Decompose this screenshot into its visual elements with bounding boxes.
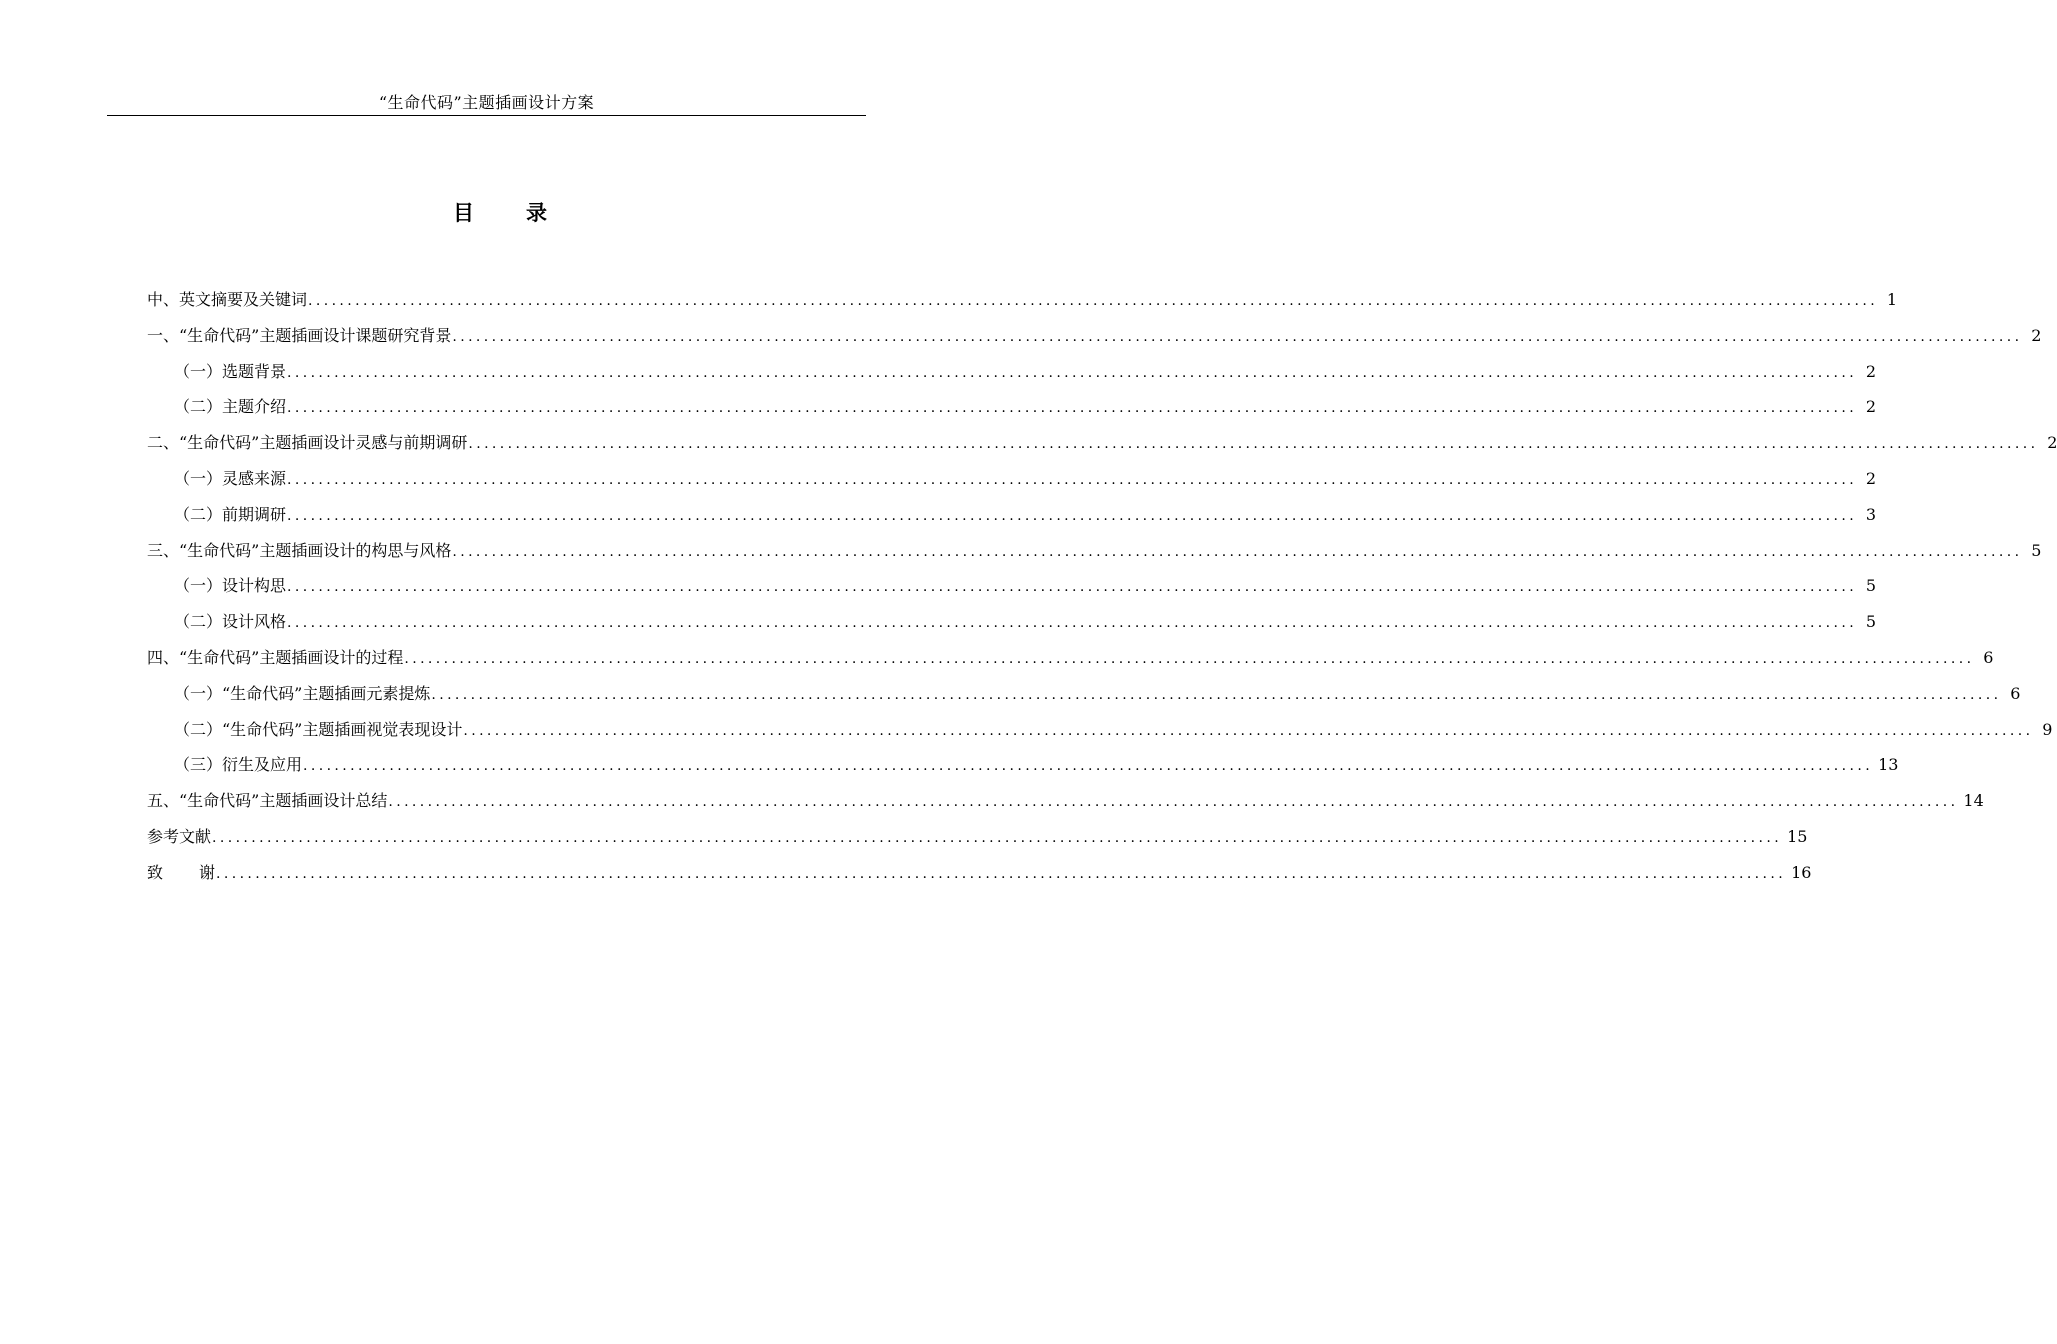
toc-entry[interactable] bbox=[147, 676, 2021, 712]
toc-entry-label: 四、“生命代码”主题插画设计的过程 bbox=[147, 647, 404, 667]
toc-entry[interactable] bbox=[147, 533, 2042, 569]
toc-entry-page-number: 2 bbox=[1865, 361, 1877, 381]
toc-entry[interactable] bbox=[147, 568, 1877, 604]
toc-entry-page-number: 16 bbox=[1791, 862, 1812, 882]
toc-entry-label: （一）设计构思 bbox=[174, 576, 287, 596]
dot-leader: ........................................................................................................................................................................................................ bbox=[431, 686, 2002, 703]
dot-leader: ........................................................................................................................................................................................................ bbox=[463, 722, 2034, 739]
toc-entry-label: （一）选题背景 bbox=[174, 361, 287, 381]
dot-leader: ........................................................................................................................................................................................................ bbox=[212, 829, 1783, 846]
toc-entry-page-number: 6 bbox=[2010, 683, 2021, 703]
toc-entry-page-number: 6 bbox=[1983, 647, 1994, 667]
dot-leader: ........................................................................................................................................................................................................ bbox=[404, 650, 1975, 667]
dot-leader: ........................................................................................................................................................................................................ bbox=[287, 471, 1858, 488]
dot-leader: ........................................................................................................................................................................................................ bbox=[287, 400, 1858, 417]
toc-entry-page-number: 2 bbox=[2047, 433, 2057, 453]
dot-leader: ........................................................................................................................................................................................................ bbox=[287, 364, 1858, 381]
dot-leader: ........................................................................................................................................................................................................ bbox=[452, 543, 2023, 560]
toc-entry-page-number: 14 bbox=[1963, 791, 1984, 811]
toc-entry-acknowledgement[interactable] bbox=[147, 855, 1812, 891]
dot-leader: ........................................................................................................................................................................................................ bbox=[468, 436, 2039, 453]
toc-entry-label: （二）“生命代码”主题插画视觉表现设计 bbox=[174, 719, 463, 739]
page-header bbox=[107, 90, 866, 116]
toc-entry[interactable] bbox=[147, 354, 1877, 390]
toc-entry-label: 二、“生命代码”主题插画设计灵感与前期调研 bbox=[147, 433, 468, 453]
dot-leader: ........................................................................................................................................................................................................ bbox=[452, 328, 2023, 345]
toc-entry-page-number: 13 bbox=[1878, 755, 1899, 775]
toc-entry[interactable] bbox=[147, 282, 1898, 318]
dot-leader: ........................................................................................................................................................................................................ bbox=[216, 865, 1787, 882]
toc-entry-page-number: 5 bbox=[1865, 612, 1877, 632]
dot-leader: ........................................................................................................................................................................................................ bbox=[287, 579, 1858, 596]
toc-entry-label: （三）衍生及应用 bbox=[174, 755, 303, 775]
ack-char-2: 谢 bbox=[199, 862, 216, 882]
toc-entry-page-number: 2 bbox=[2031, 325, 2042, 345]
header-title: “生命代码”主题插画设计方案 bbox=[378, 93, 595, 112]
toc-entry-page-number: 15 bbox=[1787, 826, 1808, 846]
toc-entry-label: （二）前期调研 bbox=[174, 504, 287, 524]
toc-entry[interactable] bbox=[147, 425, 2057, 461]
dot-leader: ........................................................................................................................................................................................................ bbox=[388, 794, 1959, 811]
toc-list bbox=[147, 282, 2057, 891]
dot-leader: ........................................................................................................................................................................................................ bbox=[303, 758, 1874, 775]
toc-entry[interactable] bbox=[147, 783, 1984, 819]
toc-entry-page-number: 2 bbox=[1865, 468, 1877, 488]
toc-entry[interactable] bbox=[147, 712, 2053, 748]
dot-leader: ........................................................................................................................................................................................................ bbox=[287, 615, 1858, 632]
toc-title bbox=[0, 196, 1000, 230]
toc-entry-label: （一）“生命代码”主题插画元素提炼 bbox=[174, 683, 431, 703]
toc-entry-label: 一、“生命代码”主题插画设计课题研究背景 bbox=[147, 325, 452, 345]
toc-entry-label: 参考文献 bbox=[147, 826, 212, 846]
ack-char-1: 致 bbox=[147, 862, 164, 882]
toc-entry-page-number: 3 bbox=[1865, 504, 1877, 524]
toc-entry[interactable] bbox=[147, 747, 1899, 783]
toc-entry-label: （二）主题介绍 bbox=[174, 397, 287, 417]
toc-entry-label: （二）设计风格 bbox=[174, 612, 287, 632]
toc-title-char-2: 录 bbox=[526, 201, 547, 225]
toc-entry-page-number: 5 bbox=[2031, 540, 2042, 560]
toc-entry[interactable] bbox=[147, 389, 1877, 425]
toc-entry-page-number: 1 bbox=[1886, 290, 1898, 309]
toc-entry-label: 中、英文摘要及关键词 bbox=[147, 290, 308, 309]
dot-leader: ........................................................................................................................................................................................................ bbox=[308, 293, 1879, 309]
toc-entry-label: （一）灵感来源 bbox=[174, 468, 287, 488]
toc-entry-page-number: 2 bbox=[1865, 397, 1877, 417]
toc-title-char-1: 目 bbox=[453, 201, 474, 225]
toc-entry[interactable] bbox=[147, 604, 1877, 640]
toc-entry[interactable] bbox=[147, 497, 1877, 533]
toc-entry-page-number: 5 bbox=[1865, 576, 1877, 596]
toc-entry[interactable] bbox=[147, 819, 1808, 855]
toc-entry[interactable] bbox=[147, 461, 1877, 497]
toc-entry-page-number: 9 bbox=[2042, 719, 2053, 739]
dot-leader: ........................................................................................................................................................................................................ bbox=[287, 507, 1858, 524]
toc-entry[interactable] bbox=[147, 640, 1994, 676]
toc-entry[interactable] bbox=[147, 318, 2042, 354]
toc-entry-label: 三、“生命代码”主题插画设计的构思与风格 bbox=[147, 540, 452, 560]
toc-entry-label: 五、“生命代码”主题插画设计总结 bbox=[147, 791, 388, 811]
toc-entry-label bbox=[147, 855, 215, 891]
